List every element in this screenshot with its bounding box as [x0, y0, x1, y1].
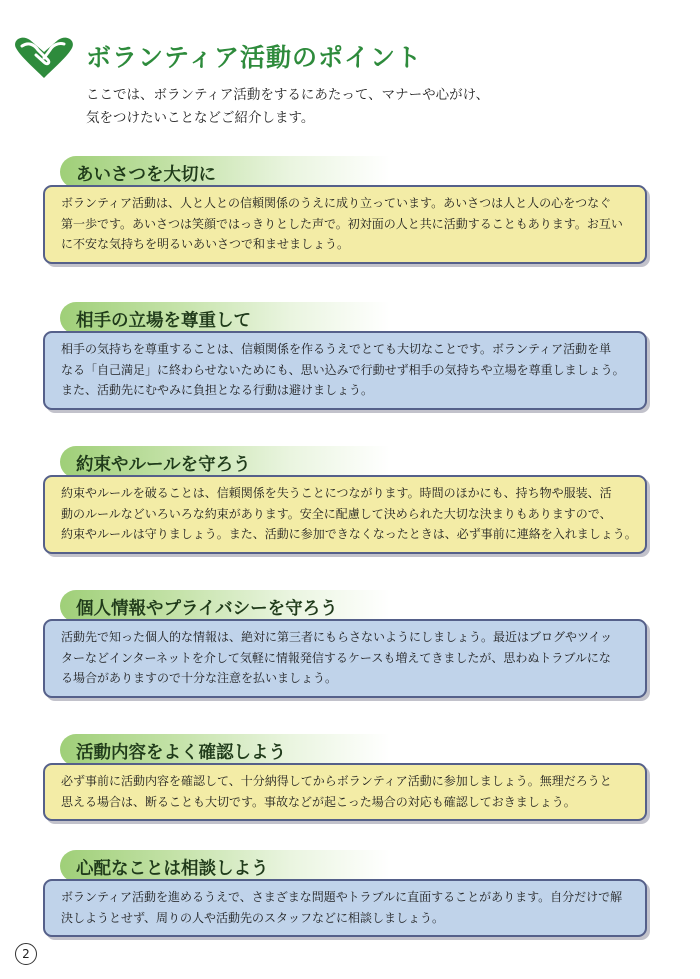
section-heading-text: あいさつを大切に	[76, 165, 216, 185]
section-heading-text: 約束やルールを守ろう	[76, 455, 251, 475]
body-line: ボランティア活動を進めるうえで、さまざまな問題やトラブルに直面することがあります。自分だけで解	[61, 890, 623, 904]
intro-line: 気をつけたいことなどご紹介します。	[86, 110, 315, 126]
body-line: 相手の気持ちを尊重することは、信頼関係を作るうえでとても大切なことです。ボランティア活動を単	[61, 342, 612, 356]
body-line: 約束やルールを破ることは、信頼関係を失うことにつながります。時間のほかにも、持ち物や服装、活	[61, 486, 612, 500]
body-line: に不安な気持ちを明るいあいさつで和ませましょう。	[61, 237, 350, 251]
section-heading	[60, 734, 390, 766]
section-heading	[60, 446, 390, 478]
intro-line: ここでは、ボランティア活動をするにあたって、マナーや心がけ、	[86, 87, 490, 103]
section-heading-text: 心配なことは相談しよう	[76, 859, 269, 879]
section-body	[43, 331, 647, 410]
section-heading	[60, 156, 390, 188]
section-body	[43, 475, 647, 554]
intro-text	[86, 84, 646, 130]
hands-heart-icon	[8, 30, 78, 86]
body-line: 約束やルールは守りましょう。また、活動に参加できなくなったときは、必ず事前に連絡を入れましょう。	[61, 527, 637, 541]
body-line: ターなどインターネットを介して気軽に情報発信するケースも増えてきましたが、思わぬトラブルにな	[61, 650, 611, 665]
section-body	[43, 185, 647, 264]
page-title: ボランティア活動のポイント	[86, 43, 423, 72]
section-heading-text: 相手の立場を尊重して	[76, 311, 251, 331]
body-line: 第一歩です。あいさつは笑顔ではっきりとした声で。初対面の人と共に活動することもあります。お互い	[61, 216, 623, 231]
section-heading	[60, 302, 390, 334]
section-heading-text: 活動内容をよく確認しよう	[76, 743, 286, 763]
body-line: なる「自己満足」に終わらせないためにも、思い込みで行動せず相手の気持ちや立場を尊重しましょう。	[61, 362, 625, 377]
section-body	[43, 879, 647, 937]
body-line: 活動先で知った個人的な情報は、絶対に第三者にもらさないようにしましょう。最近はブログやツイッ	[61, 630, 613, 644]
body-line: ボランティア活動は、人と人との信頼関係のうえに成り立っています。あいさつは人と人の心をつなぐ	[61, 196, 612, 210]
section-body	[43, 763, 647, 821]
body-line: また、活動先にむやみに負担となる行動は避けましょう。	[61, 383, 374, 397]
section-heading-text: 個人情報やプライバシーを守ろう	[76, 599, 338, 619]
section-body	[43, 619, 647, 698]
section-heading	[60, 850, 390, 882]
body-line: る場合がありますので十分な注意を払いましょう。	[61, 671, 338, 685]
body-line: 動のルールなどいろいろな約束があります。安全に配慮して決められた大切な決まりもありますので、	[61, 506, 612, 521]
body-line: 決しようとせず、周りの人や活動先のスタッフなどに相談しましょう。	[61, 910, 445, 925]
section-heading	[60, 590, 390, 622]
body-line: 必ず事前に活動内容を確認して、十分納得してからボランティア活動に参加しましょう。無理だろうと	[61, 774, 612, 788]
body-line: 思える場合は、断ることも大切です。事故などが起こった場合の対応も確認しておきましょう。	[61, 794, 576, 809]
page-number: 2	[15, 943, 37, 965]
